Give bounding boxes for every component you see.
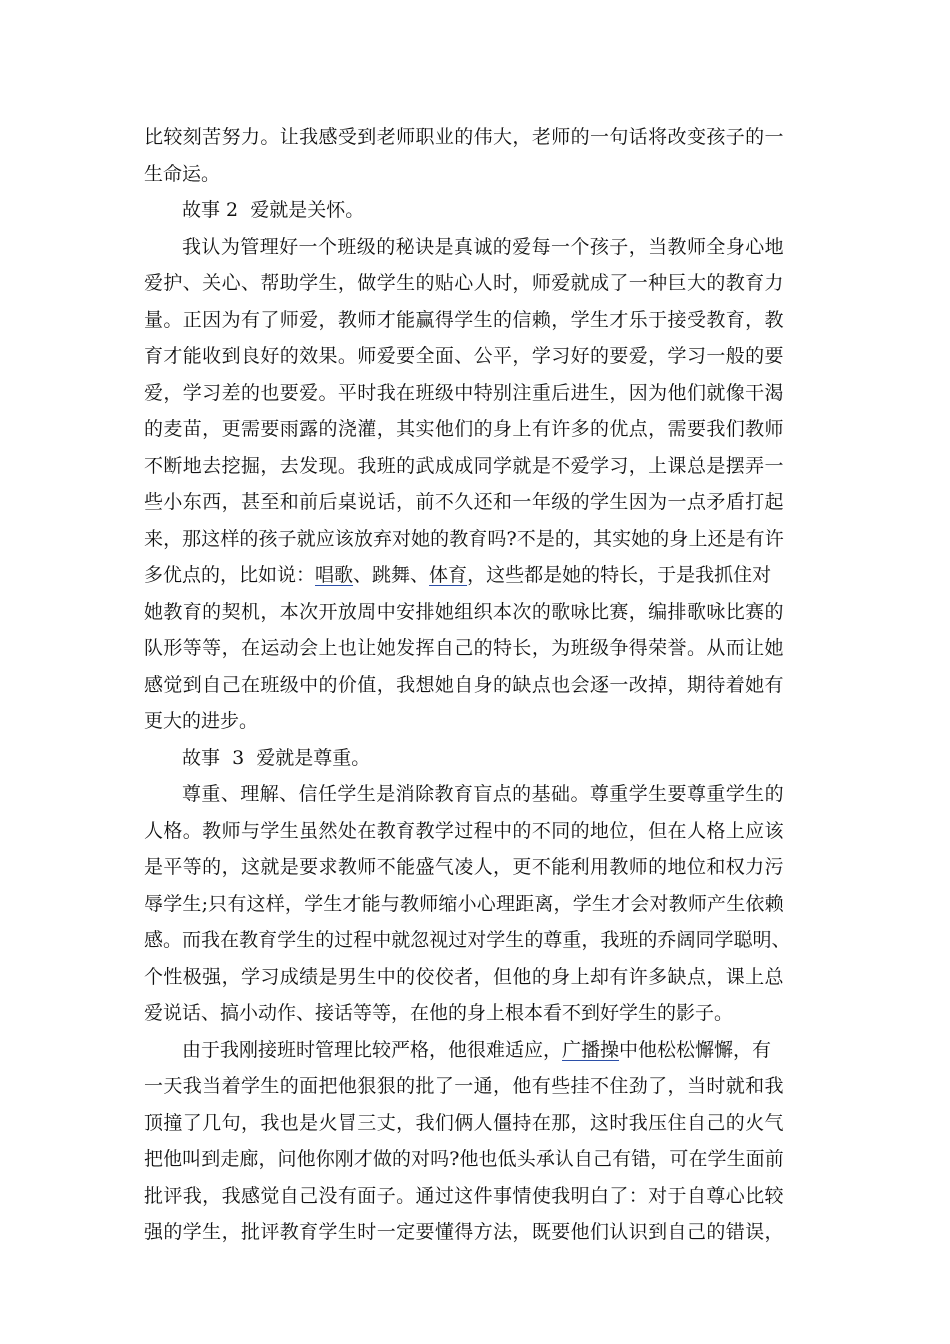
text-line: 尊 重 、 理 解 、 信 任 学 生 是 消 除 教 育 盲 点 的 基 础 。 尊 重 学 生 要 尊 重 学 生 的 <box>182 783 784 805</box>
text-line: 感 。 而 我 在 教 育 学 生 的 过 程 中 就 忽 视 过 对 学 生 的 尊 重 ， 我 班 的 乔 阔 同 学 聪 明 、 <box>144 929 791 951</box>
story-heading: 故事 3 爱就是尊重。 <box>182 746 371 769</box>
text-line: 些 小 东 西 ， 甚 至 和 前 后 桌 说 话 ， 前 不 久 还 和 一 年 级 的 学 生 因 为 一 点 矛 盾 打 起 <box>144 491 784 513</box>
text-line: 不 断 地 去 挖 掘 ， 去 发 现 。 我 班 的 武 成 成 同 学 就 是 不 爱 学 习 ， 上 课 总 是 摆 弄 一 <box>144 454 784 477</box>
text-segment: 由于我刚接班时管理比较严格，他很难适应， <box>182 1038 563 1061</box>
text-line: 育 才 能 收 到 良 好 的 效 果 。 师 爱 要 全 面 、 公 平 ， 学 习 好 的 要 爱 ， 学 习 一 般 的 要 <box>144 345 784 367</box>
text-line: 爱 护 、 关 心 、 帮 助 学 生 ， 做 学 生 的 贴 心 人 时 ， 师 爱 就 成 了 一 种 巨 大 的 教 育 力 <box>144 272 784 294</box>
text-segment: 中他松松懈懈，有 <box>619 1038 772 1061</box>
text-line: 人 格 。 教 师 与 学 生 虽 然 处 在 教 育 教 学 过 程 中 的 不 同 的 地 位 ， 但 在 人 格 上 应 该 <box>144 819 784 842</box>
text-line: 的 麦 苗 ， 更 需 要 雨 露 的 浇 灌 ， 其 实 他 们 的 身 上 有 许 多 的 优 点 ， 需 要 我 们 教 师 <box>144 418 784 440</box>
text-line: 她 教 育 的 契 机 ， 本 次 开 放 周 中 安 排 她 组 织 本 次 的 歌 咏 比 赛 ， 编 排 歌 咏 比 赛 的 <box>144 600 784 623</box>
text-segment: ，这些都是她的特长，于是我抓住对 <box>467 564 772 586</box>
text-segment: 、跳舞、 <box>353 564 430 586</box>
text-line: 是 平 等 的 ， 这 就 是 要 求 教 师 不 能 盛 气 凌 人 ， 更 不 能 利 用 教 师 的 地 位 和 权 力 污 <box>144 856 784 878</box>
text-line: 辱 学 生 ; 只 有 这 样 ， 学 生 才 能 与 教 师 缩 小 心 理 距 离 ， 学 生 才 会 对 教 师 产 生 依 赖 <box>144 892 784 915</box>
text-line: 批 评 我 ， 我 感 觉 自 己 没 有 面 子 。 通 过 这 件 事 情 使 我 明 白 了 ： 对 于 自 尊 心 比 较 <box>144 1184 784 1207</box>
text-line: 生命运。 <box>144 162 221 185</box>
text-line: 一 天 我 当 着 学 生 的 面 把 他 狠 狠 的 批 了 一 通 ， 他 有 些 挂 不 住 劲 了 ， 当 时 就 和 我 <box>144 1075 784 1097</box>
link-broadcast-exercise[interactable]: 广播操 <box>562 1038 620 1061</box>
text-segment: 多优点的，比如说： <box>144 564 316 586</box>
text-line: 更大的进步。 <box>144 710 259 732</box>
text-line: 把 他 叫 到 走 廊 ， 问 他 你 刚 才 做 的 对 吗 ? 他 也 低 头 承 认 自 己 有 错 ， 可 在 学 生 面 前 <box>144 1148 784 1170</box>
link-sports[interactable]: 体育 <box>429 564 468 586</box>
document-page <box>144 119 791 1251</box>
text-line: 顶 撞 了 几 句 ， 我 也 是 火 冒 三 丈 ， 我 们 俩 人 僵 持 在 那 ， 这 时 我 压 住 自 己 的 火 气 <box>144 1111 784 1134</box>
text-line: 爱 ， 学 习 差 的 也 要 爱 。 平 时 我 在 班 级 中 特 别 注 重 后 进 生 ， 因 为 他 们 就 像 干 渴 <box>144 381 784 404</box>
text-line: 来 ， 那 这 样 的 孩 子 就 应 该 放 弃 对 她 的 教 育 吗 ? 不 是 的 ， 其 实 她 的 身 上 还 是 有 许 <box>144 527 784 550</box>
story-heading: 故事 2 爱就是关怀。 <box>182 199 365 221</box>
link-singing[interactable]: 唱歌 <box>315 564 354 586</box>
text-line-with-links <box>144 557 784 594</box>
text-line: 个 性 极 强 ， 学 习 成 绩 是 男 生 中 的 佼 佼 者 ， 但 他 的 身 上 却 有 许 多 缺 点 ， 课 上 总 <box>144 965 784 988</box>
text-line: 我 认 为 管 理 好 一 个 班 级 的 秘 诀 是 真 诚 的 爱 每 一 个 孩 子 ， 当 教 师 全 身 心 地 <box>182 235 784 258</box>
text-line: 感 觉 到 自 己 在 班 级 中 的 价 值 ， 我 想 她 自 身 的 缺 点 也 会 逐 一 改 掉 ， 期 待 着 她 有 <box>144 673 784 696</box>
text-line: 队 形 等 等 ， 在 运 动 会 上 也 让 她 发 挥 自 己 的 特 长 ， 为 班 级 争 得 荣 誉 。 从 而 让 她 <box>144 637 784 659</box>
text-line: 量 。 正 因 为 有 了 师 爱 ， 教 师 才 能 赢 得 学 生 的 信 赖 ， 学 生 才 乐 于 接 受 教 育 ， 教 <box>144 308 784 331</box>
text-line: 爱说话、搞小动作、接话等等，在他的身上根本看不到好学生的影子。 <box>144 1002 734 1024</box>
text-line: 比 较 刻 苦 努 力 。 让 我 感 受 到 老 师 职 业 的 伟 大 ， 老 师 的 一 句 话 将 改 变 孩 子 的 一 <box>144 126 784 148</box>
text-line-with-links <box>144 1032 784 1069</box>
text-line: 强 的 学 生 ， 批 评 教 育 学 生 时 一 定 要 懂 得 方 法 ， 既 要 他 们 认 识 到 自 己 的 错 误 ， <box>144 1221 784 1243</box>
